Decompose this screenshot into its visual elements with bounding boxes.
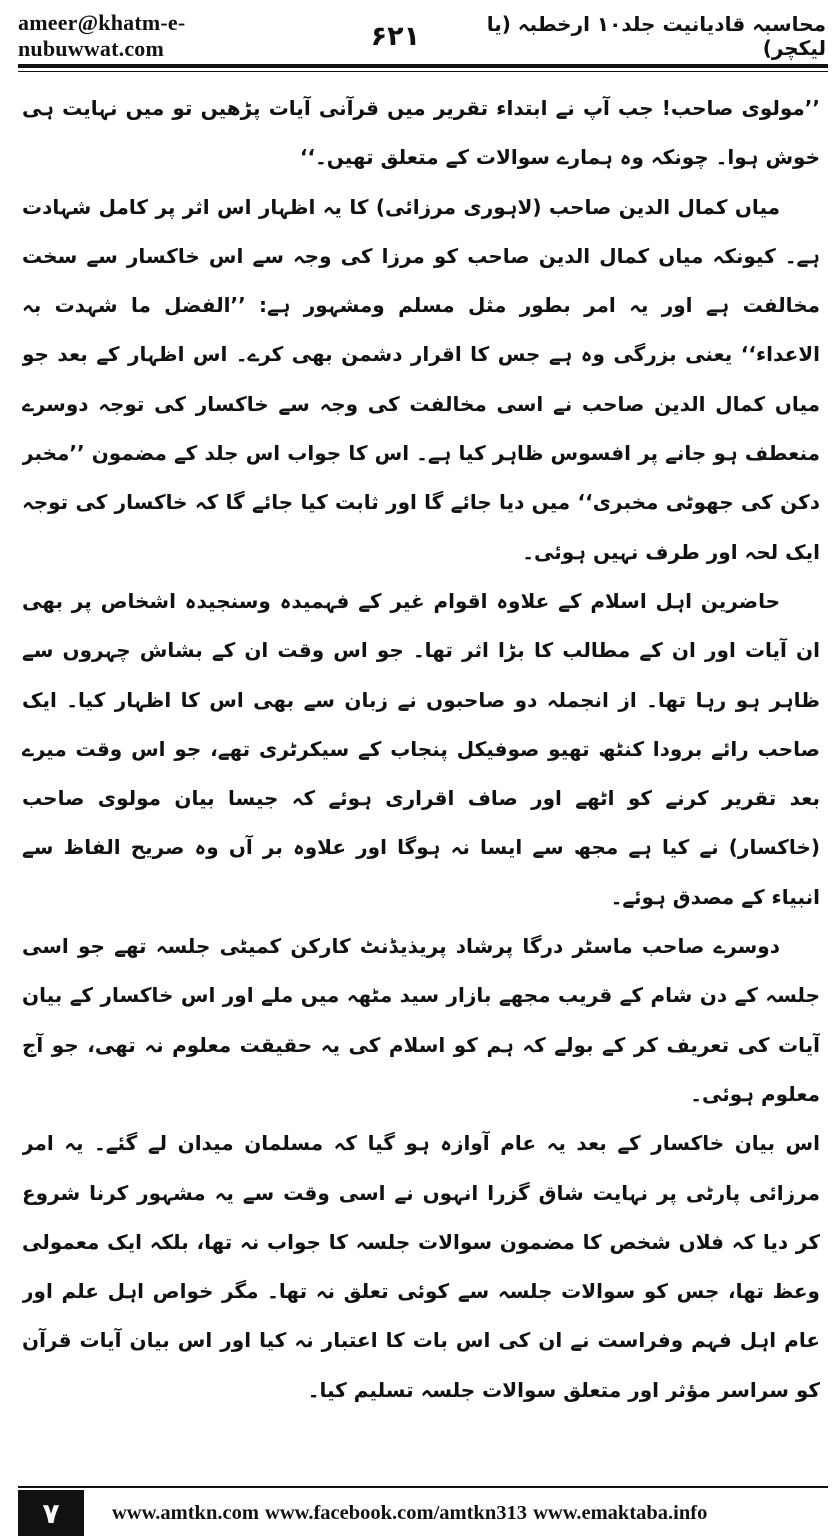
part-number: ۷ — [42, 1496, 60, 1530]
page-number: ۶۲۱ — [370, 20, 421, 52]
paragraph: حاضرین اہل اسلام کے علاوہ اقوام غیر کے فہمیدہ وسنجیدہ اشخاص پر بھی ان آیات اور ان کے مطالب کا بڑا اثر تھا۔ جو اس وقت ان کے بشاش چہروں سے ظاہر ہو رہا تھا۔ از انجملہ دو صاحبوں نے زبان سے بھی اس کا اظہار کیا۔ ایک صاحب رائے برودا کنٹھ تھیو صوفیکل پنجاب کے سیکرٹری تھے، جو اس وقت میرے بعد تقریر کرنے کو اٹھے اور صاف اقراری ہوئے کہ جیسا بیان مولوی صاحب (خاکسار) نے کیا ہے مجھ سے ایسا نہ ہوگا اور علاوہ بر آں وہ صریح الفاظ سے انبیاء کے مصدق ہوئے۔ — [22, 588, 820, 909]
header-email: ameer@khatm-e-nubuwwat.com — [18, 10, 186, 61]
footer-links[interactable]: www.amtkn.com www.facebook.com/amtkn313 www.emaktaba.info — [112, 1502, 708, 1524]
footer-rule — [18, 1486, 828, 1488]
paragraph-quote: ’’مولوی صاحب! جب آپ نے ابتداء تقریر میں قرآنی آیات پڑھیں تو میں نہایت ہی خوش ہوا۔ چونکہ وہ ہمارے سوالات کے متعلق تھیں۔‘‘ — [22, 96, 820, 170]
part-number-box — [18, 1490, 84, 1536]
page-footer — [0, 1480, 840, 1540]
book-title: محاسبہ قادیانیت جلد۱۰ ارخطبہ (یا لیکچر) — [486, 12, 826, 60]
header-rule-thin — [18, 71, 828, 72]
paragraph: اس بیان خاکسار کے بعد یہ عام آوازہ ہو گیا کہ مسلمان میدان لے گئے۔ یہ امر مرزائی پارٹی پر نہایت شاق گزرا انہوں نے اسی وقت سے یہ مشہور کرنا شروع کر دیا کہ فلاں شخص کا مضمون سوالات جلسہ کا جواب نہ تھا، بلکہ ایک معمولی وعظ تھا، جس کو سوالات جلسہ سے کوئی تعلق نہ تھا۔ مگر خواص اہل علم اور عام اہل فہم وفراست نے ان کی اس بات کا اعتبار نہ کیا اور اس بیان آیات قرآن کو سراسر مؤثر اور متعلق سوالات جلسہ تسلیم کیا۔ — [22, 1131, 820, 1402]
page-header — [18, 12, 826, 60]
paragraph: میاں کمال الدین صاحب (لاہوری مرزائی) کا یہ اظہار اس اثر پر کامل شہادت ہے۔ کیونکہ میاں کمال الدین صاحب کو مرزا کی وجہ سے اس خاکسار سے سخت مخالفت ہے اور یہ امر بطور مثل مسلم ومشہور ہے: ’’الفضل ما شہدت بہ الاعداء‘‘ یعنی بزرگی وہ ہے جس کا اقرار دشمن بھی کرے۔ اس اظہار کے بعد جو میاں کمال الدین صاحب نے اسی مخالفت کی وجہ سے خاکسار کی توجہ دوسرے منعطف ہو جانے پر افسوس ظاہر کیا ہے۔ اس کا جواب اس جلد کے مضمون ’’مخبر دکن کی جھوٹی مخبری‘‘ میں دیا جائے گا اور ثابت کیا جائے گا کہ خاکسار کی توجہ ایک لحہ اور طرف نہیں ہوئی۔ — [22, 194, 820, 564]
paragraph: دوسرے صاحب ماسٹر درگا پرشاد پریذیڈنٹ کارکن کمیٹی جلسہ تھے جو اسی جلسہ کے دن شام کے قریب مجھے بازار سید مٹھہ میں ملے اور اس خاکسار کے بیان آیات کی تعریف کر کے بولے کہ ہم کو اسلام کی یہ حقیقت معلوم نہ تھی، جو آج معلوم ہوئی۔ — [22, 934, 820, 1106]
header-rule-thick — [18, 64, 828, 68]
page-body — [22, 84, 820, 1474]
